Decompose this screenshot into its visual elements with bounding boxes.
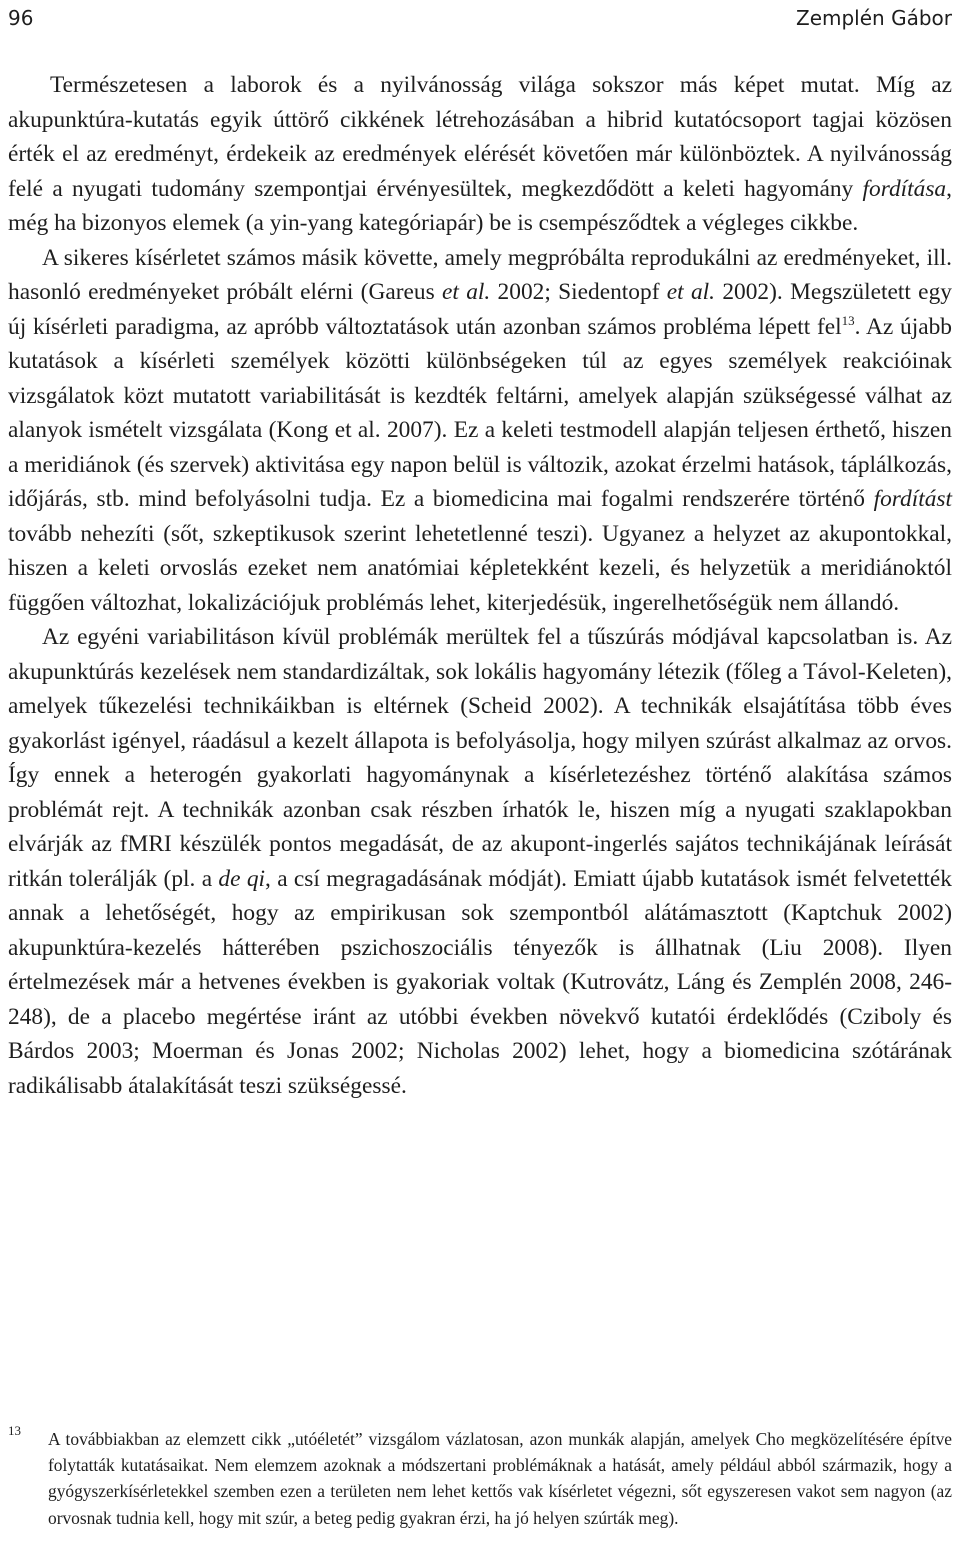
text-run: , még ha bizonyos elemek (a yin-yang kategóriapár) be is csempésződtek a végleges cikkbe. — [8, 175, 952, 236]
paragraph-3 — [8, 620, 952, 1103]
footnote-number: 13 — [8, 1423, 21, 1438]
footnote — [8, 1423, 952, 1531]
body-text — [8, 68, 952, 1103]
text-run: 2002; Siedentopf — [490, 279, 667, 305]
text-run: , a csí megragadásának módját). Emiatt újabb kutatások ismét felvetették annak a lehetőségét, hogy az empirikusan sok szempontból alátámasztott (Kaptchuk 2002) akupunktúra-kezelés hátterében pszichoszociális tényezők is állhatnak (Liu 2008). Ilyen értelmezések már a hetvenes években is gyakoriak voltak (Kutrovátz, Láng és Zemplén 2008, 246-248), de a placebo megértése iránt az utóbbi években növekvő kutatói érdeklődés (Cziboly és Bárdos 2003; Moerman és Jonas 2002; Nicholas 2002) lehet, hogy a biomedicina szótárának radikálisabb átalakítását teszi szükségessé. — [8, 865, 953, 1099]
footnote-text: A továbbiakban az elemzett cikk „utóéletét” vizsgálom vázlatosan, azon munkák alapján, amelyek Cho megközelítésére építve folytatták kutatásaikat. Nem elemzem azoknak a módszertani problémáknak a hatását, amely például abból származik, hogy a gyógyszerkísérletekkel szemben ezen a területen nem lehet kettős vak kísérletet végezni, sőt egyszeresen vakot sem nagyon (az orvosnak tudnia kell, hogy mit szúr, a beteg pedig gyakran érzi, ha jó helyen szúrták meg). — [48, 1429, 952, 1528]
footnote-reference[interactable]: 13 — [841, 312, 855, 328]
text-run: 2002). Megszületett egy új kísérleti paradigma, az apróbb változtatások után azonban számos probléma lépett fel — [8, 279, 952, 340]
text-run: . Az újabb kutatások a kísérleti személyek közötti különbségeken túl az egyes személyek reakcióinak vizsgálatok közt mutatott variabilitását is kezdték feltárni, amelyek alapján szükségessé válhat az alanyok ismételt vizsgálata (Kong et al. 2007). Ez a keleti testmodell alapján teljesen érthető, hiszen a meridiánok (és szervek) aktivitása egy napon belül is változik, azokat érzelmi hatások, táplálkozás, időjárás, stb. mind befolyásolni tudja. Ez a biomedicina mai fogalmi rendszerére történő — [8, 313, 953, 512]
emphasis-text: fordítást — [873, 486, 952, 512]
text-run: Az egyéni variabilitáson kívül problémák merültek fel a tűszúrás módjával kapcsolatban is. Az akupunktúrás kezelések nem standardizáltak, sok lokális hagyomány létezik (főleg a Távol-Keleten), amelyek tűkezelési technikáikban is eltérnek (Scheid 2002). A technikák elsajátítása több éves gyakorlást igényel, ráadásul a kezelt állapota is befolyásolja, hogy milyen szúrást alkalmaz az orvos. Így ennek a heterogén gyakorlati hagyománynak a kísérletezéshez történő alakítása számos problémát rejt. A technikák azonban csak részben írhatók le, hiszen míg a nyugati szaklapokban elvárják az fMRI készülék pontos megadását, de az akupont-ingerlés sajátos technikájának leírását ritkán tolerálják (pl. a — [8, 624, 952, 892]
paragraph-2 — [8, 241, 952, 621]
text-run: tovább nehezíti (sőt, szkeptikusok szerint lehetetlenné teszi). Ugyanez a helyzet az akupontokkal, hiszen a keleti orvoslás ezeket nem anatómiai képletekként kezeli, és helyzetük a meridiánoktól függően változhat, lokalizációjuk problémás lehet, kiterjedésük, ingerelhetőségük nem állandó. — [8, 520, 952, 616]
text-run: Természetesen a laborok és a nyilvánosság világa sokszor más képet mutat. Míg az akupunktúra-kutatás egyik úttörő cikkének létrehozásában a hibrid kutatócsoport tagjai közösen érték el az eredményt, érdekeik az eredmények elérését követően már különböztek. A nyilvánosság felé a nyugati tudomány szempontjai érvényesültek, megkezdődött a keleti hagyomány — [8, 72, 952, 202]
emphasis-text: et al. — [442, 279, 491, 305]
text-run: A sikeres kísérletet számos másik követte, amely megpróbálta reprodukálni az eredményeket, ill. hasonló eredményeket próbált elérni (Gareus — [8, 244, 952, 305]
page-header — [8, 6, 952, 30]
page-number: 96 — [8, 6, 34, 30]
paragraph-1 — [8, 68, 952, 241]
running-head-author: Zemplén Gábor — [796, 6, 952, 30]
emphasis-text: de qi — [218, 865, 266, 892]
emphasis-text: et al. — [666, 279, 716, 305]
emphasis-text: fordítása — [862, 175, 947, 202]
